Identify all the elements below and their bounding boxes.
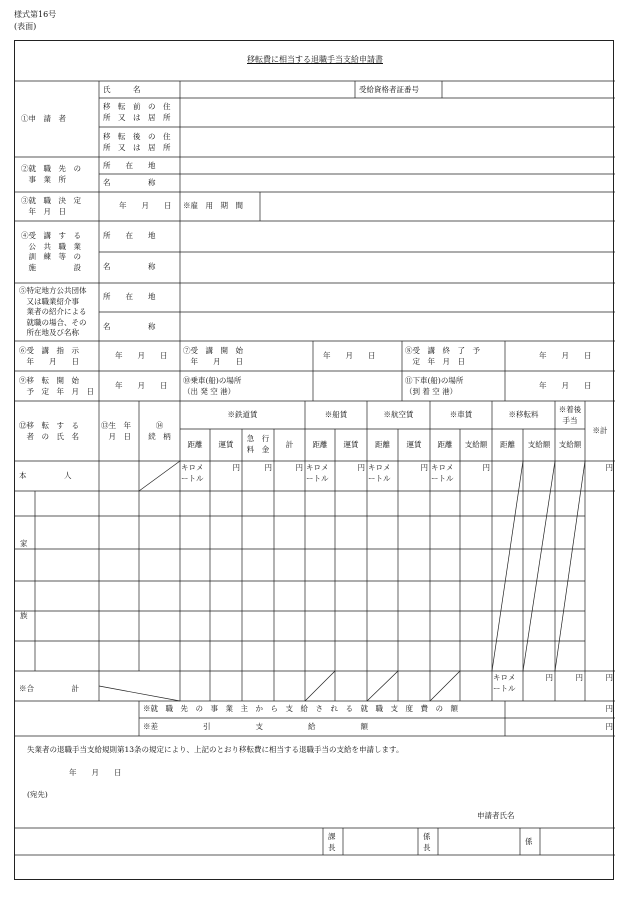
- km-unit: キロメ ートル: [431, 463, 454, 483]
- air-header: ※航空賃: [383, 410, 414, 419]
- boarding-place-label: ⑩乗車(船)の場所 （出 発 空 港）: [183, 376, 242, 396]
- cert-no-label: 受給資格者証番号: [359, 85, 419, 94]
- decision-label: ③就 職 決 定 年 月 日: [21, 196, 81, 216]
- form-title: 移転費に相当する退職手当支給申請書: [247, 55, 383, 64]
- birth-date-header: ⑬生 年 月 日: [101, 421, 131, 441]
- net-label: ※差 引 支 給 額: [143, 722, 368, 731]
- declaration-text: 失業者の退職手当支給規則第13条の規定により、上記のとおり移転費に相当する退職手当の支給を申請します。: [27, 745, 404, 754]
- sub-dist: 距離: [187, 440, 203, 449]
- alighting-date: 年 月 日: [539, 381, 592, 390]
- sub-pay: 支給額: [527, 440, 551, 449]
- total-header: ※計: [592, 426, 608, 435]
- rail-header: ※鉄道賃: [227, 410, 258, 419]
- applicant-signature-label: 申請者氏名: [477, 811, 515, 820]
- instruction-date: 年 月 日: [115, 351, 168, 360]
- yen-unit: 円: [545, 673, 553, 682]
- move-start-label: ⑨移 転 開 始 予 定 年 月 日: [19, 376, 94, 396]
- km-unit: キロメ ートル: [493, 673, 516, 693]
- employer-name-label: 名 称: [103, 178, 156, 187]
- facility-name-label: 名 称: [103, 262, 156, 271]
- sub-dist: 距離: [375, 440, 390, 449]
- course-end-date: 年 月 日: [539, 351, 592, 360]
- km-unit: キロメ ートル: [306, 463, 329, 483]
- sub-dist: 距離: [312, 440, 328, 449]
- employment-period-label: ※雇 用 期 間: [183, 201, 243, 210]
- applicant-label: ①申 請 者: [21, 114, 66, 123]
- yen-unit: 円: [232, 463, 240, 472]
- form-frame: [14, 40, 614, 880]
- car-header: ※車賃: [449, 410, 473, 419]
- yen-unit: 円: [605, 673, 613, 682]
- sub-express: 急 行 料 金: [246, 434, 270, 454]
- net-yen: 円: [605, 722, 613, 731]
- sub-fare: 運賃: [218, 440, 234, 449]
- family-label-2: 族: [20, 611, 28, 620]
- self-label: 本 人: [19, 471, 72, 480]
- before-address-label: 移 転 前 の 住 所 又 は 居 所: [103, 102, 171, 122]
- allowance-label: ※就 職 先 の 事 業 主 か ら 支 給 さ れ る 就 職 支 度 費 の 額: [143, 704, 458, 713]
- move-fee-header: ※移転料: [508, 410, 539, 419]
- yen-unit: 円: [264, 463, 272, 472]
- sub-dist: 距離: [500, 440, 515, 449]
- special-label: ⑤特定地方公共団体 又は職業紹介事 業者の紹介による 就職の場合、その 所在地及び名称: [19, 286, 87, 337]
- form-side: (表面): [14, 22, 37, 31]
- km-unit: キロメ ートル: [368, 463, 391, 483]
- ship-header: ※船賃: [324, 410, 348, 419]
- facility-location-label: 所 在 地: [103, 231, 156, 240]
- yen-unit: 円: [295, 463, 303, 472]
- family-label-1: 家: [20, 539, 28, 548]
- after-address-label: 移 転 後 の 住 所 又 は 居 所: [103, 132, 171, 152]
- sub-pay: 支給額: [558, 440, 582, 449]
- employer-label: ②就 職 先 の 事 業 所: [21, 164, 81, 184]
- kakaricho-stamp-label: 係 長: [423, 832, 431, 852]
- yen-unit: 円: [575, 673, 583, 682]
- kakari-stamp-label: 係: [525, 837, 533, 846]
- course-end-label: ⑧受 講 終 了 予 定 年 月 日: [405, 346, 480, 366]
- special-name-label: 名 称: [103, 322, 156, 331]
- course-start-label: ⑦受 講 開 始 年 月 日: [183, 346, 243, 366]
- yen-unit: 円: [420, 463, 428, 472]
- sub-dist: 距離: [437, 440, 453, 449]
- yen-unit: 円: [357, 463, 365, 472]
- km-unit: キロメ ートル: [181, 463, 204, 483]
- yen-unit: 円: [482, 463, 490, 472]
- declaration-date: 年 月 日: [69, 768, 122, 777]
- sub-fare: 運賃: [406, 440, 422, 449]
- move-start-date: 年 月 日: [115, 381, 168, 390]
- decision-date: 年 月 日: [119, 201, 172, 210]
- sub-pay: 支給額: [464, 440, 488, 449]
- addressee-label: (宛先): [27, 790, 48, 799]
- alighting-place-label: ⑪下車(船)の場所 （到 着 空 港）: [405, 376, 464, 396]
- special-location-label: 所 在 地: [103, 292, 156, 301]
- employer-location-label: 所 在 地: [103, 161, 156, 170]
- yen-unit: 円: [605, 463, 613, 472]
- relationship-header: ⑭ 続 柄: [148, 421, 171, 441]
- mover-name-header: ⑫移 転 す る 者 の 氏 名: [19, 421, 79, 441]
- name-label: 氏 名: [103, 85, 141, 94]
- kacho-stamp-label: 課 長: [328, 832, 336, 852]
- course-start-date: 年 月 日: [323, 351, 376, 360]
- sub-sum: 計: [285, 440, 294, 449]
- arrival-allowance-header: ※着後 手当: [558, 405, 582, 425]
- allowance-yen: 円: [605, 704, 613, 713]
- grand-total-label: ※合 計: [19, 684, 79, 693]
- sub-fare: 運賃: [343, 440, 359, 449]
- instruction-date-label: ⑥受 講 指 示 年 月 日: [19, 346, 79, 366]
- form-number: 様式第16号: [14, 10, 57, 19]
- facility-label: ④受 講 す る 公 共 職 業 訓 練 等 の 施 設: [21, 231, 81, 272]
